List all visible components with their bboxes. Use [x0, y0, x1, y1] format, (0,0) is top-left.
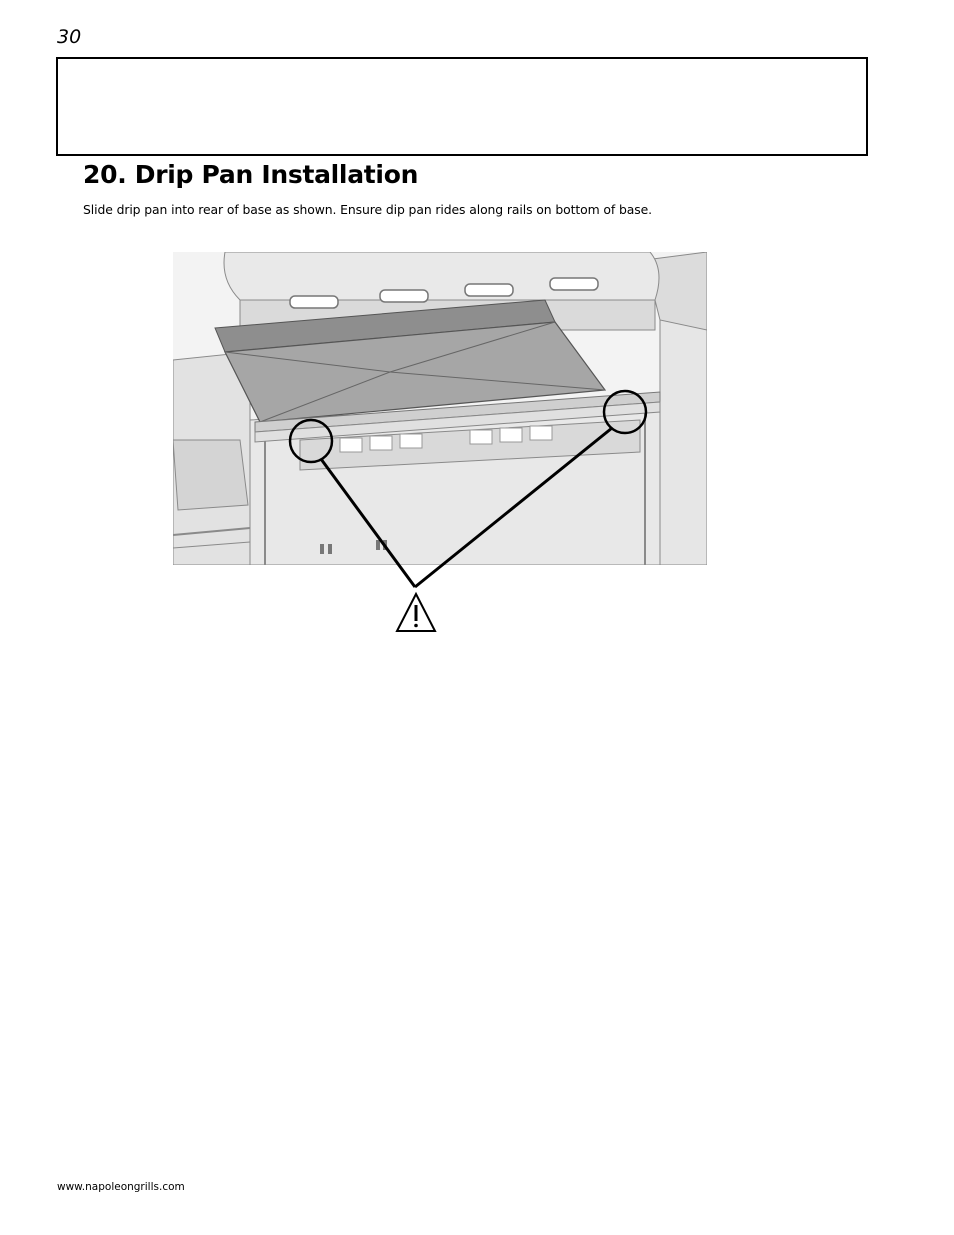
page-number: 30 [57, 26, 82, 48]
instruction-text: Slide drip pan into rear of base as shown. Ensure dip pan rides along rails on bottom of base. [83, 202, 652, 217]
grill-base-drawing [173, 252, 707, 565]
footer-url: www.napoleongrills.com [57, 1181, 185, 1193]
warning-triangle-icon [397, 594, 435, 631]
section-title: 20. Drip Pan Installation [83, 160, 419, 189]
